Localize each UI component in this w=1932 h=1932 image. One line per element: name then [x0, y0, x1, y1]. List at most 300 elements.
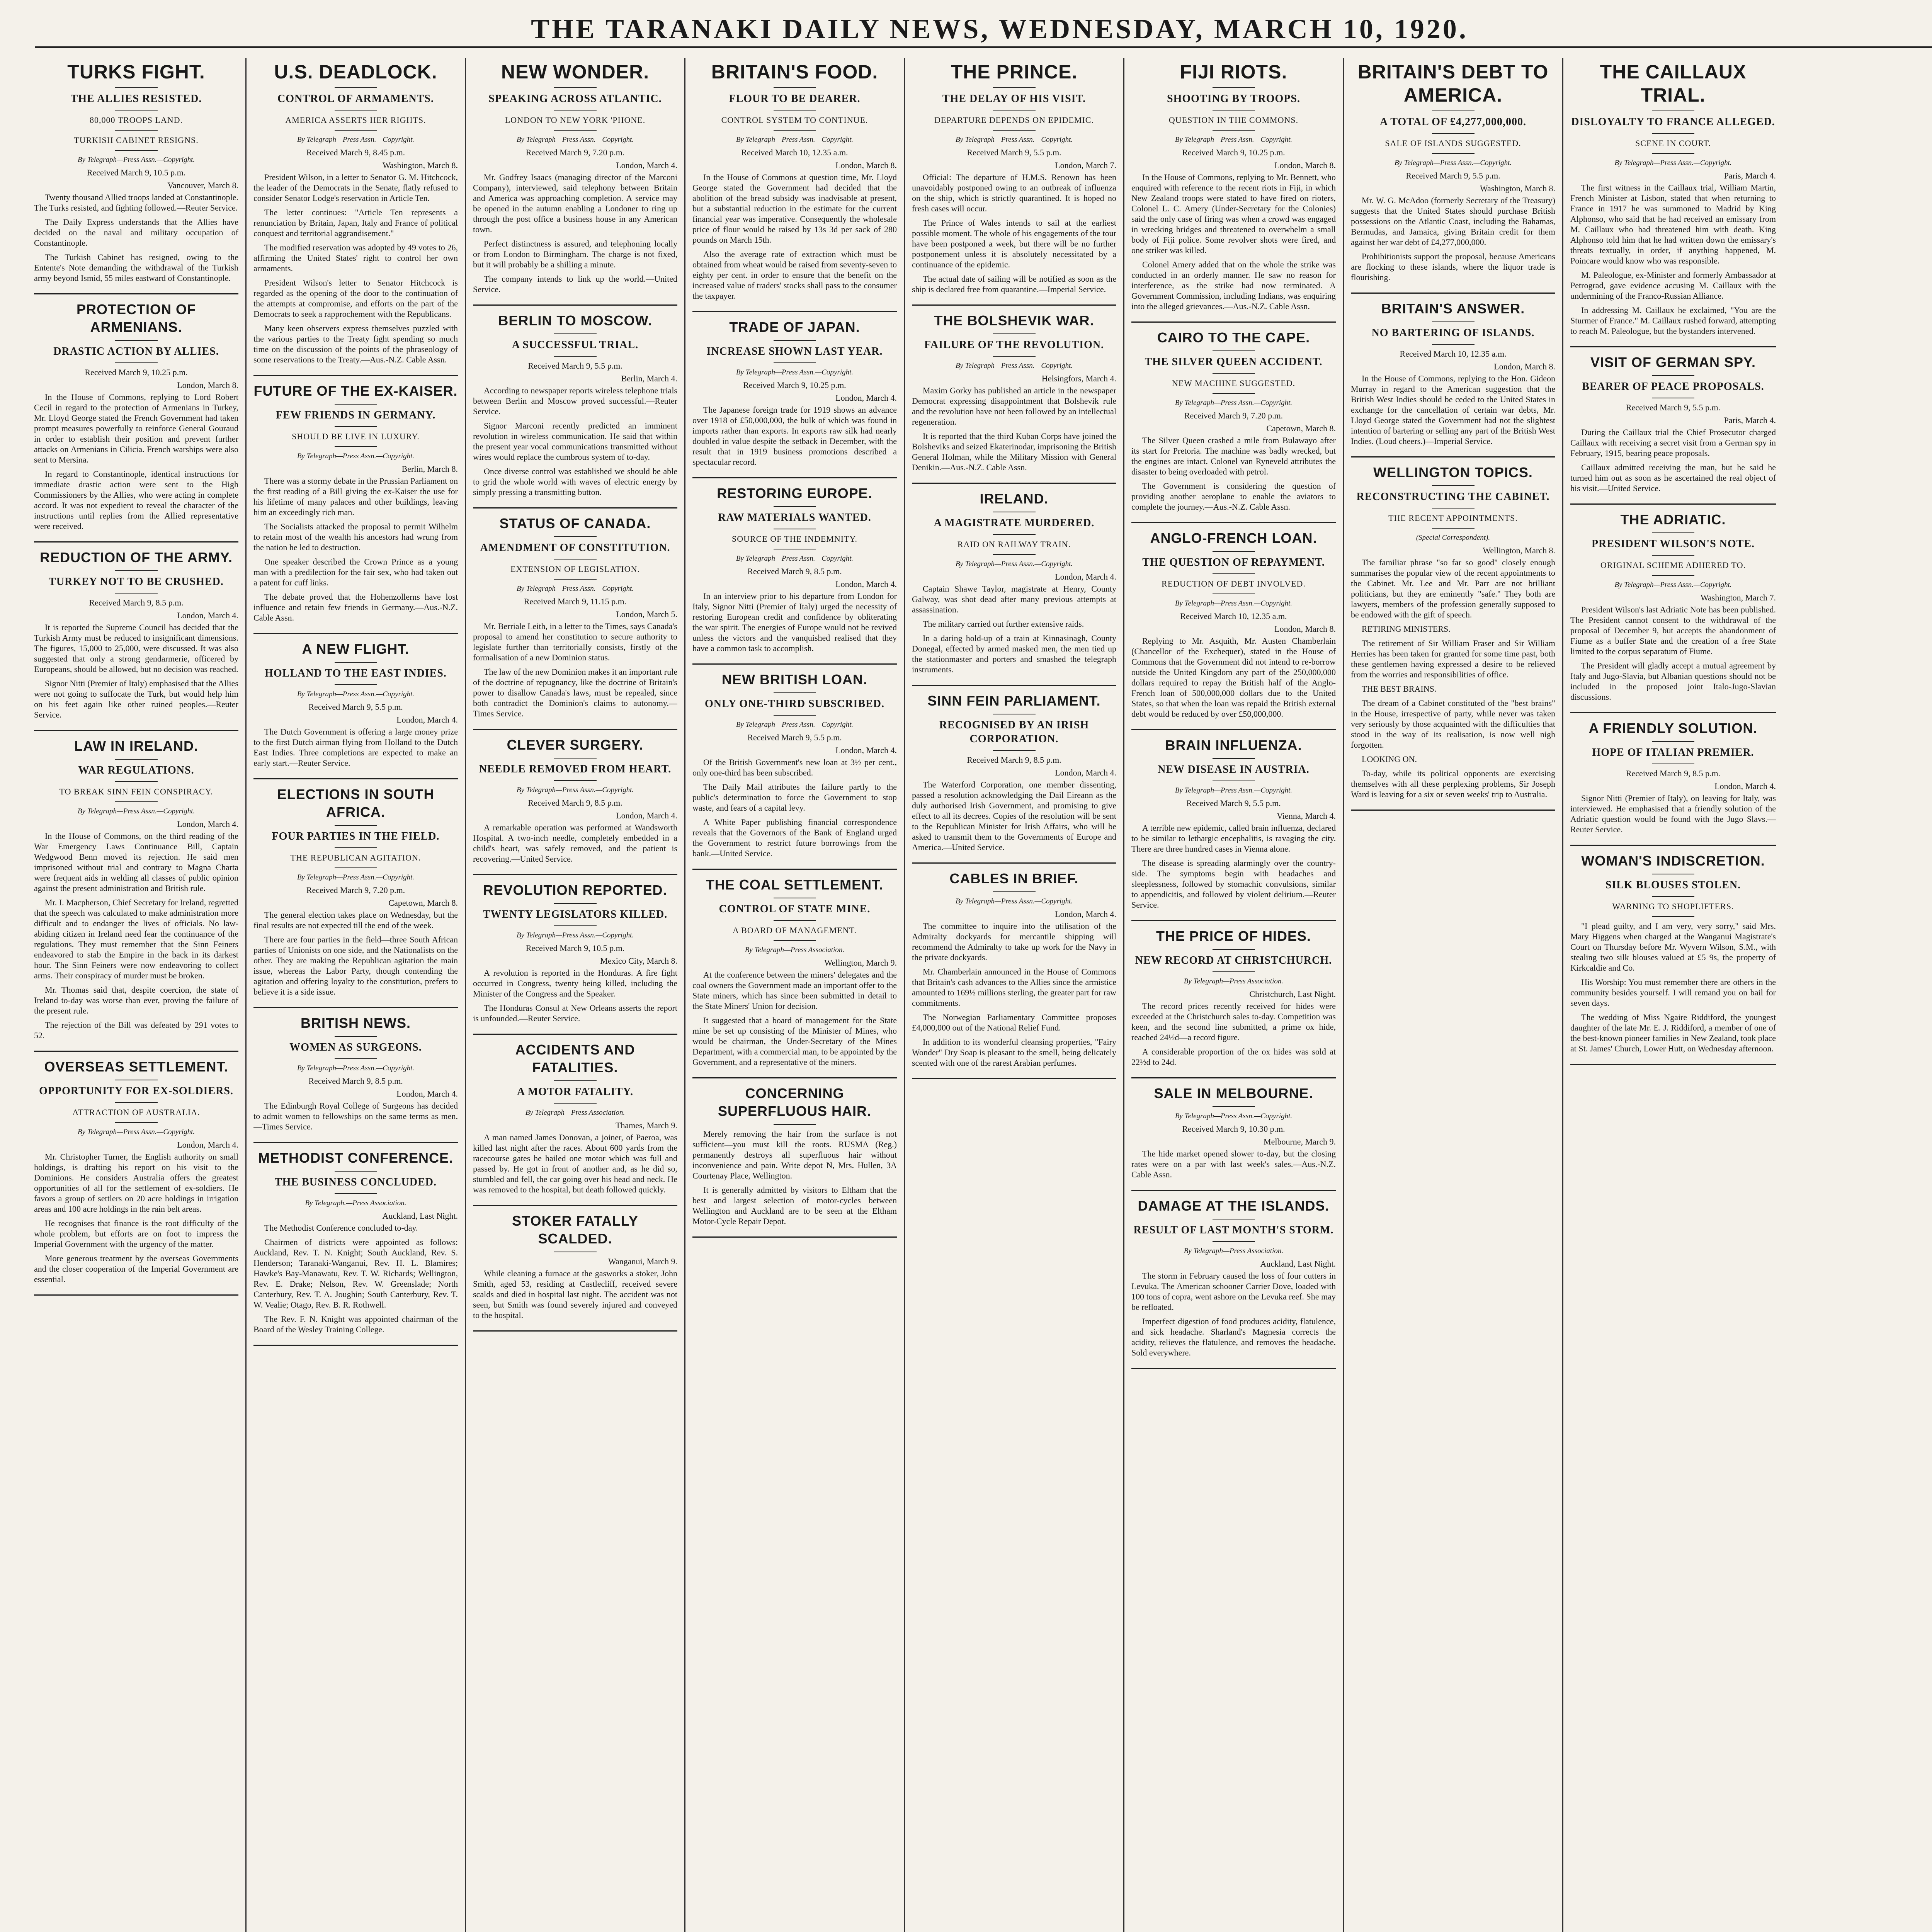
- article-body: [1131, 1270, 1336, 1362]
- masthead: [35, 12, 1932, 48]
- article-divider: [253, 1007, 458, 1008]
- paragraph: President Wilson's last Adriatic Note has been published. The President cannot consent to the withdrawal of the proposal of December 9, but accepts the abandonment of Fiume as a buffer State and the creation of a free State limited to the corpus separatum of Fiume.: [1570, 605, 1776, 656]
- subheadline-rule: [335, 110, 377, 111]
- column-7: [1344, 58, 1563, 1932]
- subheadline: WAR REGULATIONS.: [78, 764, 194, 776]
- headline: THE PRICE OF HIDES.: [1156, 928, 1311, 944]
- article-divider: [1131, 1368, 1336, 1369]
- article-divider: [473, 1330, 677, 1332]
- byline: By Telegraph—Press Assn.—Copyright.: [955, 362, 1073, 370]
- paragraph: Twenty thousand Allied troops landed at Constantinople. The Turks resisted, and fighting followed.—Reuter Service.: [34, 192, 238, 213]
- paragraph: Signor Nitti (Premier of Italy) emphasised that the Allies were not going to suffocate the Turk, but would help him on his feet again like other ruined peoples.—Reuter Service.: [34, 679, 238, 719]
- headline-rule: [1652, 375, 1694, 376]
- headline: CONCERNING SUPERFLUOUS HAIR.: [718, 1085, 872, 1119]
- article: [253, 382, 458, 634]
- headline-rule: [335, 662, 377, 663]
- dateline: Auckland, Last Night.: [382, 1211, 458, 1221]
- dateline: London, March 4.: [616, 811, 677, 820]
- paragraph: The Waterford Corporation, one member dissenting, passed a resolution acknowledging the Dail Eireann as the duly authorised Irish Government, and promising to give effect to all its decrees. Copies of the resolution will be sent to the Republican Minister for Irish Affairs, who will be asked to transmit them to the Governments of Europe and America.—United Service.: [912, 780, 1116, 852]
- article-divider: [253, 1142, 458, 1143]
- subheadline: NEW RECORD AT CHRISTCHURCH.: [1135, 954, 1332, 966]
- article-body: [692, 757, 897, 862]
- subheadline-rule: [774, 362, 816, 363]
- subheadline: AMENDMENT OF CONSTITUTION.: [480, 542, 670, 554]
- received-time: Received March 9, 10.5 p.m.: [526, 943, 625, 953]
- paragraph: In the House of Commons, replying to the Hon. Gideon Murray in regard to the American suggestion that the British West Indies should be ceded to the United States in exchange for the cancellation of certain war debts, Mr. Lloyd George stated the Government had not the slightest intention of bartering or selling any part of the British West Indies. (Loud cheers.)—Imperial Service.: [1351, 374, 1555, 446]
- paragraph: Once diverse control was established we should be able to grid the whole world with waves of electric energy by simply pressing a transmitting button.: [473, 466, 677, 497]
- subheadline: 80,000 TROOPS LAND.: [89, 115, 183, 125]
- dateline: Wellington, March 9.: [824, 958, 897, 968]
- subheadline-rule: [335, 684, 377, 685]
- headline-rule: [1213, 551, 1255, 552]
- article-divider: [692, 663, 897, 665]
- byline: By Telegraph—Press Assn.—Copyright.: [1614, 581, 1732, 589]
- paragraph: A man named James Donovan, a joiner, of Paeroa, was killed last night after the races. About 600 yards from the racecourse gates he hailed one motor which was full and passed by. He got in front of another and, as he did so, stumbled and fell, the car going over his head and neck. He was removed to the hospital, but death followed quickly.: [473, 1133, 677, 1194]
- dateline: London, March 4.: [1055, 572, 1116, 582]
- paragraph: The hide market opened slower to-day, but the closing rates were on a par with last week's sales.—Aus.-N.Z. Cable Assn.: [1131, 1149, 1336, 1179]
- article-body: [473, 968, 677, 1027]
- subheadline: DRASTIC ACTION BY ALLIES.: [53, 345, 219, 357]
- subheadline-rule: [335, 1193, 377, 1194]
- paragraph: The Edinburgh Royal College of Surgeons has decided to admit women to fellowships on the same terms as men.—Times Service.: [253, 1101, 458, 1131]
- paragraph: In the House of Commons, replying to Lord Robert Cecil in regard to the protection of Armenians in Turkey, Mr. Lloyd George stated the French Government had taken prompt measures powerfully to reinforce General Gouraud in order to establish their position and prevent further attacks on Armenians in Cilicia. French warships were also sent to Mersina.: [34, 392, 238, 464]
- received-time: Received March 9, 10.25 p.m.: [1182, 148, 1285, 157]
- byline: By Telegraph—Press Assn.—Copyright.: [955, 136, 1073, 144]
- headline-rule: [554, 1080, 597, 1081]
- dateline: Berlin, March 4.: [621, 374, 677, 383]
- paragraph: The company intends to link up the world.—United Service.: [473, 274, 677, 294]
- subheadline-rule: [115, 781, 158, 782]
- headline: BRITAIN'S FOOD.: [711, 61, 878, 83]
- byline: By Telegraph—Press Assn.—Copyright.: [77, 156, 195, 164]
- dateline: London, March 4.: [177, 1140, 238, 1150]
- headline-rule: [335, 404, 377, 405]
- subheadline-rule: [554, 559, 597, 560]
- received-time: Received March 9, 8.5 p.m.: [747, 566, 842, 576]
- paragraph: M. Paleologue, ex-Minister and formerly Ambassador at Petrograd, gave evidence accusing M. Caillaux with the undermining of the Franco-Russian Alliance.: [1570, 270, 1776, 301]
- subheadline-rule: [115, 110, 158, 111]
- headline: CLEVER SURGERY.: [507, 737, 644, 753]
- subheadline-rule: [1213, 110, 1255, 111]
- headline: FIJI RIOTS.: [1180, 61, 1287, 83]
- subheadline: THE SILVER QUEEN ACCIDENT.: [1145, 356, 1323, 368]
- article-divider: [34, 730, 238, 731]
- subheadline-rule: [115, 1102, 158, 1103]
- received-time: Received March 9, 8.5 p.m.: [967, 755, 1061, 765]
- paragraph: The familiar phrase "so far so good" closely enough summarises the popular view of the recent appointments to the Cabinet. Mr. Lee and Mr. Parr are not brilliant politicians, but they are eminently "safe." They both are lawyers, members of the profession generally supposed to be endowed with the gift of speech.: [1351, 558, 1555, 619]
- article: [1570, 852, 1776, 1065]
- headline: A NEW FLIGHT.: [302, 641, 410, 657]
- headline: TURKS FIGHT.: [67, 61, 205, 83]
- headline: SALE IN MELBOURNE.: [1154, 1085, 1313, 1101]
- paragraph: In addition to its wonderful cleansing properties, "Fairy Wonder" Dry Soap is pleasant to the smell, being delicately scented with one of the rarest Arabian perfumes.: [912, 1037, 1116, 1068]
- paragraph: To-day, while its political opponents are exercising themselves with all these perplexing problems, Sir Joseph Ward is leaving for a six or seven weeks' trip to Australia.: [1351, 769, 1555, 799]
- subheadline: THE DELAY OF HIS VISIT.: [942, 93, 1086, 105]
- paragraph: While cleaning a furnace at the gasworks a stoker, John Smith, aged 53, residing at Castlecliff, received severe scalds and died in hospital last night. The accident was not seen, but Smith was found severely injured and conveyed to the hospital.: [473, 1269, 677, 1320]
- paragraph: The committee to inquire into the utilisation of the Admiralty dockyards for mercantile shipping will recommend the Admiralty to take up work for the Navy in the private dockyards.: [912, 921, 1116, 962]
- received-time: Received March 9, 7.20 p.m.: [306, 885, 405, 895]
- article: [253, 1014, 458, 1143]
- subheadline-rule: [1213, 1241, 1255, 1242]
- article: [912, 490, 1116, 686]
- byline: By Telegraph—Press Assn.—Copyright.: [1614, 159, 1732, 167]
- subheadline: A MOTOR FATALITY.: [517, 1086, 633, 1098]
- article-body: [692, 591, 897, 657]
- article: [692, 876, 897, 1078]
- article-divider: [912, 1078, 1116, 1079]
- paragraph: The law of the new Dominion makes it an important rule of the doctrine of repugnancy, like the doctrine of Britain's power to disallow Canada's laws, must be repealed, since both contradict the Dominion's claims to autonomy.—Times Service.: [473, 667, 677, 718]
- article: [1570, 511, 1776, 713]
- paragraph: The first witness in the Caillaux trial, William Martin, French Minister at Lisbon, stated that when returning to France in 1917 he was summoned to Madrid by King Alphonso, who said that he had received an emissary from M. Caillaux who had threatened him with death. King Alphonso told him that he had written down the emissary's threats textually, in order, if anything happened, M. Poincare would know who was responsible.: [1570, 183, 1776, 265]
- paragraph: President Wilson, in a letter to Senator G. M. Hitchcock, the leader of the Democrats in the Senate, flatly refused to consider Senator Lodge's reservation in Article Ten.: [253, 172, 458, 203]
- dateline: London, March 4.: [177, 611, 238, 620]
- subheadline: ONLY ONE-THIRD SUBSCRIBED.: [704, 698, 885, 710]
- paragraph: "I plead guilty, and I am very, very sorry," said Mrs. Mary Higgens when charged at the Wanganui Magistrate's Court on Thursday before Mr. Wyvern Wilson, S.M., with stealing two silk blouses valued at £5 9s, the property of Kirkcaldie and Co.: [1570, 921, 1776, 973]
- paragraph: Many keen observers express themselves puzzled with the various parties to the Treaty fight spending so much time on the discussion of the points of the phraseology of some reservations to the Treaty.—Aus.-N.Z. Cable Assn.: [253, 323, 458, 364]
- headline-rule: [554, 333, 597, 334]
- subheadline-rule: [1652, 575, 1694, 576]
- column-3: [466, 58, 685, 1932]
- article: [34, 549, 238, 731]
- paragraph: The Government is considering the question of providing another aeroplane to enable the aviators to complete the journey.—Aus.-N.Z. Cable Assn.: [1131, 481, 1336, 512]
- article-divider: [1131, 920, 1336, 921]
- subheadline-rule: [774, 920, 816, 921]
- article-divider: [1131, 1077, 1336, 1078]
- article-body: [912, 385, 1116, 476]
- byline: By Telegraph—Press Assn.—Copyright.: [1175, 599, 1293, 607]
- article: [473, 1212, 677, 1332]
- headline: ACCIDENTS AND FATALITIES.: [515, 1042, 635, 1075]
- subheadline-rule: [774, 130, 816, 131]
- paragraph: THE BEST BRAINS.: [1362, 684, 1437, 694]
- article-body: [473, 1132, 677, 1199]
- subheadline: BEARER OF PEACE PROPOSALS.: [1582, 381, 1764, 393]
- subheadline-rule: [335, 446, 377, 447]
- paragraph: More generous treatment by the overseas Governments and the closer cooperation of the Imperial Government are essential.: [34, 1253, 238, 1284]
- subheadline: PRESIDENT WILSON'S NOTE.: [1591, 538, 1755, 550]
- subheadline: HOPE OF ITALIAN PREMIER.: [1592, 747, 1754, 759]
- dateline: London, March 4.: [1055, 768, 1116, 777]
- paragraph: In a daring hold-up of a train at Kinnasinagh, County Donegal, effected by armed masked men, the men tied up the stationmaster and porters and smashed the telegraph instruments.: [912, 633, 1116, 674]
- article-body: [1131, 823, 1336, 914]
- headline: THE COAL SETTLEMENT.: [706, 877, 884, 893]
- subheadline-rule: [554, 925, 597, 926]
- subheadline: THE ALLIES RESISTED.: [70, 93, 202, 105]
- headline-rule: [115, 340, 158, 341]
- article: [1131, 927, 1336, 1078]
- headline: WOMAN'S INDISCRETION.: [1581, 853, 1765, 869]
- dateline: Vancouver, March 8.: [167, 180, 238, 190]
- paragraph: In an interview prior to his departure from London for Italy, Signor Nitti (Premier of Italy) urged the necessity of restoring European credit and confidence by obliterating the war spirit. The energies of Europe would not be revived unless the victors and the vanquished realised that they have a common task to accomplish.: [692, 591, 897, 653]
- paragraph: The wedding of Miss Ngaire Riddiford, the youngest daughter of the late Mr. E. J. Riddiford, a member of one of the best-known pioneer families in New Zealand, took place at St. James' Church, Lower Hutt, on Wednesday afternoon.: [1570, 1012, 1776, 1053]
- subheadline-rule: [1213, 573, 1255, 574]
- dateline: London, March 4.: [835, 745, 897, 755]
- article-divider: [912, 304, 1116, 306]
- byline: By Telegraph—Press Assn.—Copyright.: [1175, 136, 1293, 144]
- received-time: Received March 9, 5.5 p.m.: [308, 702, 403, 712]
- headline-rule: [774, 506, 816, 507]
- subheadline: FLOUR TO BE DEARER.: [729, 93, 861, 105]
- subheadline-rule: [1213, 971, 1255, 972]
- paragraph: A remarkable operation was performed at Wandsworth Hospital. A two-inch needle, completely embedded in a child's heart, was safely removed, and the patient is recovering.—United Service.: [473, 823, 677, 864]
- article-body: [34, 831, 238, 1044]
- paragraph: Signor Marconi recently predicted an imminent revolution in wireless communication. He said that within the present year vocal communications transmitted without wires would replace the cumbrous system of to-day.: [473, 421, 677, 462]
- subheadline: SHOULD BE LIVE IN LUXURY.: [292, 432, 420, 441]
- subheadline-rule: [335, 426, 377, 427]
- article-body: [253, 726, 458, 772]
- subheadline: DISLOYALTY TO FRANCE ALLEGED.: [1571, 116, 1775, 128]
- received-time: Received March 9, 8.5 p.m.: [308, 1076, 403, 1086]
- subheadline: SILK BLOUSES STOLEN.: [1605, 879, 1741, 891]
- article-divider: [473, 1205, 677, 1206]
- received-time: Received March 9, 5.5 p.m.: [1626, 403, 1721, 412]
- paragraph: The Rev. F. N. Knight was appointed chairman of the Board of the Wesley Training College.: [253, 1314, 458, 1334]
- paragraph: According to newspaper reports wireless telephone trials between Berlin and Moscow proved successful.—Reuter Service.: [473, 386, 677, 416]
- headline-rule: [115, 87, 158, 88]
- article-divider: [1351, 810, 1555, 811]
- article-body: [34, 622, 238, 724]
- byline: By Telegraph—Press Association.: [525, 1109, 625, 1117]
- article: [34, 737, 238, 1052]
- paragraph: One speaker described the Crown Prince as a young man with a predilection for the fair sex, who had taken out a patent for cuff links.: [253, 557, 458, 587]
- byline: By Telegraph—Press Assn.—Copyright.: [1394, 159, 1512, 167]
- headline: ELECTIONS IN SOUTH AFRICA.: [277, 786, 434, 820]
- subheadline-rule: [1652, 916, 1694, 917]
- paragraph: Mr. Thomas said that, despite coercion, the state of Ireland to-day was worse than ever, proving the failure of the present rule.: [34, 985, 238, 1015]
- article-body: [1351, 373, 1555, 450]
- paragraph: The letter continues: "Article Ten represents a renunciation by Britain, Japan, Italy and France of political conquest and territorial aggrandisement.": [253, 207, 458, 238]
- article-body: [253, 1223, 458, 1338]
- dateline: Wellington, March 8.: [1483, 546, 1555, 555]
- subheadline-rule: [335, 130, 377, 131]
- subheadline: EXTENSION OF LEGISLATION.: [510, 564, 640, 574]
- subheadline: OPPORTUNITY FOR EX-SOLDIERS.: [39, 1085, 233, 1097]
- dateline: London, March 8.: [1274, 624, 1336, 634]
- dateline: Washington, March 7.: [1701, 593, 1776, 602]
- paragraph: In the House of Commons, on the third reading of the War Emergency Laws Continuance Bill, Captain Wedgwood Benn moved its rejection. He said men imprisoned without trial and contrary to Magna Charta were frequent aids in welding all classes of public opinion against the present administration and British rule.: [34, 831, 238, 893]
- subheadline-rule: [1432, 344, 1475, 345]
- article: [692, 671, 897, 870]
- paragraph: RETIRING MINISTERS.: [1362, 624, 1451, 634]
- article: [1351, 60, 1555, 294]
- received-time: Received March 9, 5.5 p.m.: [528, 361, 622, 371]
- subheadline: A TOTAL OF £4,277,000,000.: [1380, 116, 1526, 128]
- subheadline: SCENE IN COURT.: [1635, 138, 1711, 148]
- headline-rule: [993, 891, 1036, 892]
- byline: By Telegraph—Press Assn.—Copyright.: [736, 554, 854, 563]
- article-body: [692, 1129, 897, 1230]
- paragraph: A revolution is reported in the Honduras. A fire fight occurred in Congress, twenty being killed, including the Minister of the Congress and the Speaker.: [473, 968, 677, 998]
- paragraph: The retirement of Sir William Fraser and Sir William Herries has been taken for granted for some time past, both these gentlemen having expressed a desire to be relieved from the worries and responsibilities of office.: [1351, 638, 1555, 679]
- subheadline: A BOARD OF MANAGEMENT.: [732, 925, 857, 935]
- article-body: [1570, 793, 1776, 838]
- article-divider: [34, 1051, 238, 1052]
- article-body: [253, 1100, 458, 1136]
- subheadline: NO BARTERING OF ISLANDS.: [1371, 327, 1535, 339]
- received-time: Received March 9, 5.5 p.m.: [1186, 798, 1281, 808]
- received-time: Received March 9, 10.25 p.m.: [743, 380, 846, 390]
- paragraph: The Japanese foreign trade for 1919 shows an advance over 1918 of £50,000,000, the bulk of which was found in imports rather than exports. In exports raw silk had nearly doubled in value despite the setback in December, with the result that in 1919 business promotions described a spectacular record.: [692, 405, 897, 467]
- dateline: London, March 8.: [835, 160, 897, 170]
- byline: By Telegraph—Press Assn.—Copyright.: [736, 136, 854, 144]
- subheadline-rule: [1652, 555, 1694, 556]
- headline: LAW IN IRELAND.: [74, 738, 198, 754]
- byline: By Telegraph—Press Association.: [745, 946, 845, 954]
- article-body: [1131, 636, 1336, 723]
- received-time: Received March 9, 10.25 p.m.: [85, 367, 188, 377]
- article-divider: [34, 293, 238, 294]
- headline: OVERSEAS SETTLEMENT.: [44, 1059, 228, 1075]
- article-body: [1570, 604, 1776, 706]
- paragraph: Maxim Gorky has published an article in the newspaper Democrat expressing disappointment that Bolshevik rule and the revolution have not been followed by an intellectual regeneration.: [912, 386, 1116, 427]
- headline: FUTURE OF THE EX-KAISER.: [253, 383, 458, 399]
- subheadline-rule: [115, 801, 158, 802]
- article-divider: [912, 862, 1116, 864]
- headline: ANGLO-FRENCH LOAN.: [1150, 530, 1317, 546]
- paragraph: The Silver Queen crashed a mile from Bulawayo after its start for Pretoria. The machine was badly wrecked, but the engines are intact. Colonel van Ryneveld attributes the disaster to being overloaded with petrol.: [1131, 435, 1336, 476]
- column-6: [1124, 58, 1344, 1932]
- headline: SINN FEIN PARLIAMENT.: [927, 693, 1101, 709]
- article: [253, 1149, 458, 1346]
- dateline: Vienna, March 4.: [1277, 811, 1336, 821]
- paragraph: The Socialists attacked the proposal to permit Wilhelm to retain most of the wealth his ancestors had wrung from the nation he led to destruction.: [253, 522, 458, 552]
- dateline: Capetown, March 8.: [388, 898, 458, 908]
- article: [253, 640, 458, 779]
- subheadline: HOLLAND TO THE EAST INDIES.: [265, 667, 447, 679]
- paragraph: The rejection of the Bill was defeated by 291 votes to 52.: [34, 1020, 238, 1040]
- headline: METHODIST CONFERENCE.: [258, 1150, 453, 1166]
- paragraph: Of the British Government's new loan at 3½ per cent., only one-third has been subscribed.: [692, 757, 897, 777]
- article-body: [34, 1151, 238, 1288]
- paragraph: The Daily Mail attributes the failure partly to the public's determination to force the Government to stop waste, and fears of a capital levy.: [692, 782, 897, 813]
- dateline: London, March 8.: [1274, 160, 1336, 170]
- dateline: Capetown, March 8.: [1266, 423, 1336, 433]
- headline: BRAIN INFLUENZA.: [1165, 737, 1302, 753]
- article-divider: [473, 1034, 677, 1035]
- paragraph: Imperfect digestion of food produces acidity, flatulence, and sick headache. Sharland's Magnesia corrects the acidity, relieves the flatulence, and removes the headache. Sold everywhere.: [1131, 1316, 1336, 1357]
- dateline: Paris, March 4.: [1724, 415, 1776, 425]
- subheadline-rule: [1213, 130, 1255, 131]
- paragraph: Mr. Godfrey Isaacs (managing director of the Marconi Company), interviewed, said telephony between Britain and America was approaching completion. A service may be opened in the autumn enabling a Londoner to ring up through the post office a business house in any American town.: [473, 172, 677, 234]
- subheadline-rule: [1652, 896, 1694, 897]
- dateline: London, March 4.: [835, 393, 897, 403]
- subheadline: THE BUSINESS CONCLUDED.: [275, 1176, 437, 1188]
- article: [253, 786, 458, 1008]
- byline: By Telegraph—Press Assn.—Copyright.: [1175, 399, 1293, 407]
- article-body: [1131, 1001, 1336, 1071]
- dateline: Berlin, March 8.: [401, 464, 458, 474]
- headline-rule: [1432, 485, 1475, 486]
- paragraph: Mr. W. G. McAdoo (formerly Secretary of the Treasury) suggests that the United States should purchase British possessions on the Atlantic Coast, including the Bahamas, Bermudas, and Jamaica, giving Britain credit for them against her war debt of £4,277,000,000.: [1351, 196, 1555, 247]
- dateline: Washington, March 8.: [1480, 184, 1555, 193]
- article: [1131, 1197, 1336, 1369]
- subheadline: WARNING TO SHOPLIFTERS.: [1612, 901, 1734, 911]
- paragraph: The record prices recently received for hides were exceeded at the Christchurch sales to-day. Competition was keen, and the second line submitted, a prime ox hide, reached 24½d—a record figure.: [1131, 1001, 1336, 1042]
- article-body: [253, 476, 458, 627]
- headline-rule: [1213, 758, 1255, 759]
- headline: BRITISH NEWS.: [300, 1015, 411, 1031]
- subheadline-rule: [993, 554, 1036, 555]
- byline: By Telegraph—Press Assn.—Copyright.: [1175, 1112, 1293, 1120]
- paragraph: Mr. Berriale Leith, in a letter to the Times, says Canada's proposal to amend her constitution to secure authority to legislate further than territorially consists, firstly of the formalisation of a new Dominion status.: [473, 621, 677, 662]
- subheadline-rule: [335, 1058, 377, 1059]
- subheadline: SPEAKING ACROSS ATLANTIC.: [488, 93, 662, 105]
- subheadline: SOURCE OF THE INDEMNITY.: [731, 534, 858, 544]
- headline: A FRIENDLY SOLUTION.: [1588, 720, 1758, 736]
- subheadline: REDUCTION OF DEBT INVOLVED.: [1162, 579, 1306, 588]
- byline: By Telegraph—Press Association.: [1184, 977, 1284, 985]
- headline: PROTECTION OF ARMENIANS.: [77, 301, 196, 335]
- subheadline: TWENTY LEGISLATORS KILLED.: [483, 908, 668, 920]
- article-divider: [34, 541, 238, 543]
- column-1: [27, 58, 247, 1932]
- paragraph: The storm in February caused the loss of four cutters in Levuka. The American schooner Carrier Dove, loaded with 100 tons of copra, went ashore on the Levuka reef. She may be refloated.: [1131, 1271, 1336, 1312]
- article-body: [1351, 195, 1555, 286]
- paragraph: It is generally admitted by visitors to Eltham that the best and largest selection of motor-cycles between Wellington and Auckland are to be seen at the Eltham Motor-Cycle Repair Depot.: [692, 1185, 897, 1226]
- article: [1570, 354, 1776, 505]
- subheadline: TURKISH CABINET RESIGNS.: [74, 135, 199, 145]
- byline: By Telegraph—Press Assn.—Copyright.: [955, 560, 1073, 568]
- subheadline-rule: [554, 356, 597, 357]
- byline: By Telegraph—Press Assn.—Copyright.: [77, 807, 195, 815]
- headline: NEW BRITISH LOAN.: [722, 672, 867, 687]
- dateline: Helsingfors, March 4.: [1041, 374, 1116, 383]
- article-body: [1570, 921, 1776, 1058]
- dateline: Christchurch, Last Night.: [1249, 989, 1336, 999]
- paragraph: The general election takes place on Wednesday, but the final results are not expected till the end of the week.: [253, 910, 458, 930]
- received-time: Received March 9, 8.5 p.m.: [528, 798, 622, 808]
- received-time: Received March 9, 10.5 p.m.: [87, 168, 186, 177]
- received-time: Received March 9, 8.5 p.m.: [1626, 769, 1721, 778]
- byline: By Telegraph.—Press Association.: [305, 1199, 406, 1207]
- subheadline-rule: [115, 593, 158, 594]
- received-time: Received March 9, 10.30 p.m.: [1182, 1124, 1285, 1134]
- paragraph: There was a stormy debate in the Prussian Parliament on the first reading of a Bill giving the ex-Kaiser the use for his lifetime of many palaces and other buildings, leaving him an exceedingly rich man.: [253, 476, 458, 517]
- article: [912, 60, 1116, 306]
- article: [1131, 529, 1336, 730]
- column-5: [905, 58, 1124, 1932]
- article-divider: [912, 685, 1116, 686]
- paragraph: It is reported the Supreme Council has decided that the Turkish Army must be reduced to insignificant dimensions. The figures, 15,000 to 25,000, were discussed. It was also suggested that only a strong gendarmerie, officered by Europeans, should be allowed, but no decision was reached.: [34, 622, 238, 674]
- dateline: London, March 4.: [1714, 781, 1776, 791]
- subheadline-rule: [1652, 133, 1694, 134]
- article-divider: [34, 1294, 238, 1296]
- paragraph: Perfect distinctness is assured, and telephoning locally or from London to Birmingham. The charge is not fixed, but it will probably be a shilling a minute.: [473, 239, 677, 269]
- article-divider: [473, 729, 677, 730]
- subheadline: NEEDLE REMOVED FROM HEART.: [479, 763, 672, 775]
- headline-rule: [1213, 1106, 1255, 1107]
- article: [34, 301, 238, 543]
- article-divider: [692, 477, 897, 478]
- subheadline-rule: [1432, 528, 1475, 529]
- dateline: Washington, March 8.: [383, 160, 458, 170]
- paragraph: In addressing M. Caillaux he exclaimed, "You are the Sturmer of France." M. Caillaux rushed forward, attempting to reach M. Paleologue, but the bystanders intervened.: [1570, 305, 1776, 336]
- headline-rule: [774, 1124, 816, 1125]
- received-time: Received March 9, 7.20 p.m.: [1184, 411, 1283, 420]
- headline-rule: [335, 1036, 377, 1037]
- headline: THE PRINCE.: [951, 61, 1078, 83]
- article-divider: [1351, 456, 1555, 457]
- paragraph: The President will gladly accept a mutual agreement by Italy and Jugo-Slavia, but Albanian questions should not be included in the proposed joint Italo-Jugo-Slavian discussions.: [1570, 661, 1776, 702]
- paragraph: At the conference between the miners' delegates and the coal owners the Government made an important offer to the State miners, which has since been submitted in detail to the State Miners' Union for decision.: [692, 970, 897, 1011]
- paragraph: There are four parties in the field—three South African parties of Unionists on one side, and the Nationalists on the other. They are making the Republican agitation the main issue, whereas the Labor Party, though contending the agitation and offering loyalty to the constitution, prefers to believe it is a side issue.: [253, 935, 458, 997]
- headline: BRITAIN'S DEBT TO AMERICA.: [1357, 61, 1549, 106]
- subheadline-rule: [1432, 508, 1475, 509]
- dateline: Thames, March 9.: [615, 1121, 677, 1130]
- headline-rule: [1213, 350, 1255, 351]
- received-time: Received March 9, 5.5 p.m.: [747, 733, 842, 742]
- article-body: [912, 172, 1116, 298]
